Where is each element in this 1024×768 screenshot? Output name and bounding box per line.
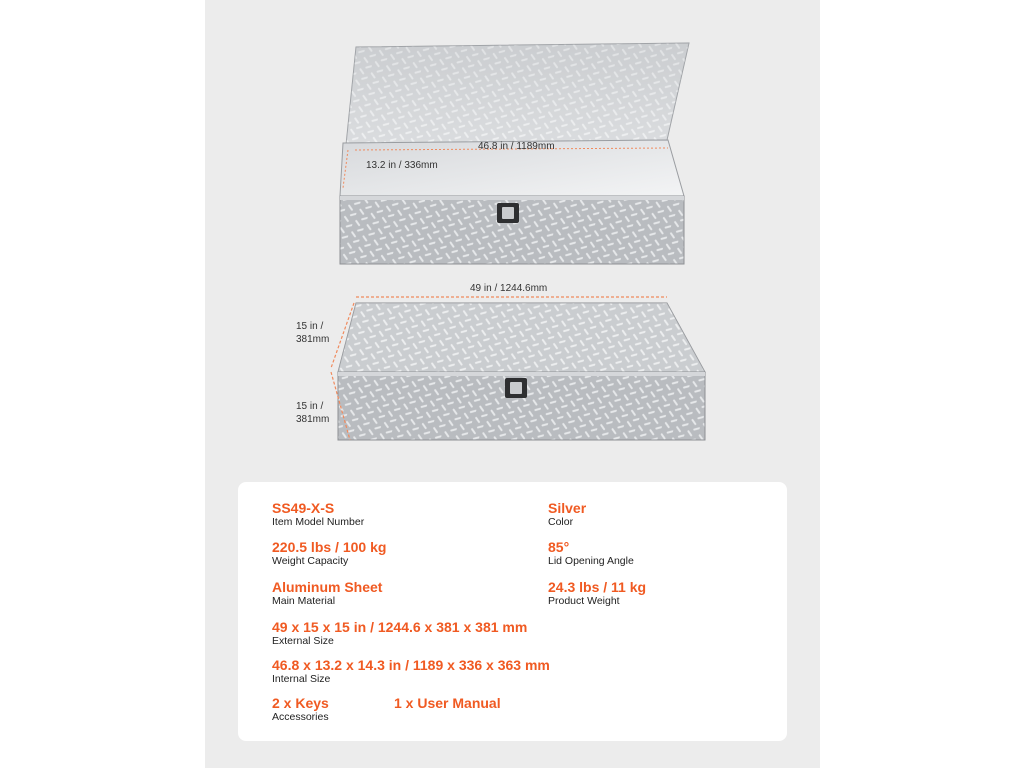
body-height-label: 15 in / 381mm <box>296 401 330 425</box>
lid-height-label: 15 in / 381mm <box>296 321 330 345</box>
open-toolbox <box>340 43 689 264</box>
spec-color: Silver Color <box>548 500 587 528</box>
spec-material: Aluminum Sheet Main Material <box>272 579 383 607</box>
interior-length-label: 46.8 in / 1189mm <box>478 141 555 152</box>
spec-manual: 1 x User Manual <box>394 695 501 711</box>
spec-card <box>238 482 787 741</box>
spec-external-size: 49 x 15 x 15 in / 1244.6 x 381 x 381 mm External Size <box>272 619 528 647</box>
spec-capacity: 220.5 lbs / 100 kg Weight Capacity <box>272 539 387 567</box>
spec-model: SS49-X-S Item Model Number <box>272 500 365 528</box>
spec-keys: 2 x Keys Accessories <box>272 695 329 723</box>
spec-internal-size: 46.8 x 13.2 x 14.3 in / 1189 x 336 x 363 mm Internal Size <box>272 657 550 685</box>
spec-weight: 24.3 lbs / 11 kg Product Weight <box>548 579 647 607</box>
latch-icon <box>497 203 519 223</box>
closed-toolbox <box>331 297 705 440</box>
latch-icon <box>505 378 527 398</box>
interior-depth-label: 13.2 in / 336mm <box>366 160 438 171</box>
external-length-label: 49 in / 1244.6mm <box>470 283 548 294</box>
spec-lid-angle: 85° Lid Opening Angle <box>548 539 634 567</box>
